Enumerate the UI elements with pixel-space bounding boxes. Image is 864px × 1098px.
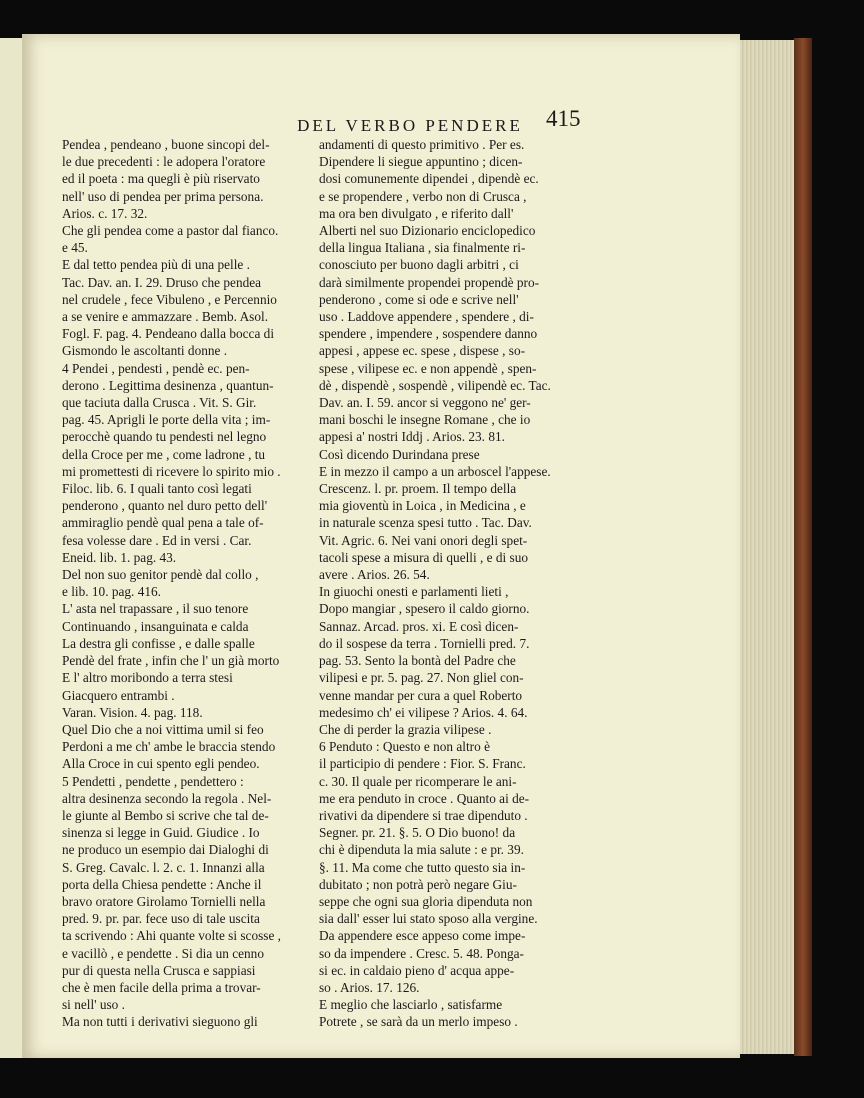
text-line: Gismondo le ascoltanti donne . — [62, 343, 228, 359]
text-line: Potrete , se sarà da un merlo impeso . — [319, 1014, 518, 1030]
text-line: a se venire e ammazzare . Bemb. Asol. — [62, 309, 269, 325]
left-page-edge — [0, 38, 24, 1058]
text-line: Giacquero entrambi . — [62, 687, 175, 703]
text-line: Fogl. F. pag. 4. Pendeano dalla bocca di — [62, 326, 275, 342]
text-line: E meglio che lasciarlo , satisfarme — [319, 997, 503, 1013]
text-line: sinenza si legge in Guid. Giudice . Io — [62, 825, 260, 841]
text-line: dè , dispendè , sospendè , vilipendè ec. Tac. — [319, 377, 551, 393]
text-line: in naturale scenza spesi tutto . Tac. Dav. — [319, 515, 532, 531]
text-line: Crescenz. l. pr. proem. Il tempo della — [319, 481, 517, 497]
text-line: Arios. c. 17. 32. — [62, 205, 148, 221]
text-line: mani boschi le insegne Romane , che io — [319, 412, 531, 428]
text-line: Alberti nel suo Dizionario enciclopedico — [319, 223, 536, 239]
text-line: Filoc. lib. 6. I quali tanto così legati — [62, 481, 252, 497]
text-line: so da impendere . Cresc. 5. 48. Ponga- — [319, 945, 524, 961]
text-line: c. 30. Il quale per ricomperare le ani- — [319, 773, 517, 789]
text-line: pred. 9. pr. par. fece uso di tale uscita — [62, 911, 260, 927]
text-line: porta della Chiesa pendette : Anche il — [62, 876, 262, 892]
text-line: andamenti di questo primitivo . Per es. — [319, 137, 525, 152]
text-line: ammiraglio pendè qual pena a tale of- — [62, 515, 264, 531]
text-line: pag. 53. Sento la bontà del Padre che — [319, 653, 516, 669]
text-line: ta scrivendo : Ahi quante volte si scosse , — [62, 928, 281, 944]
text-line: rivativi da dipendere si trae dipenduto . — [319, 807, 528, 823]
text-line: que taciuta dalla Crusca . Vit. S. Gir. — [62, 395, 257, 411]
text-line: nell' uso di pendea per prima persona. — [62, 188, 264, 204]
text-line: perocchè quando tu pendesti nel legno — [62, 429, 267, 445]
text-line: sia dall' esser lui stato sposo alla vergine. — [319, 911, 538, 927]
text-line: uso . Laddove appendere , spendere , di- — [319, 309, 534, 325]
text-line: della lingua Italiana , sia finalmente ri- — [319, 240, 526, 256]
text-line: conosciuto per buono dagli arbitri , ci — [319, 257, 519, 273]
text-line: Del non suo genitor pendè dal collo , — [62, 567, 259, 583]
text-line: Tac. Dav. an. I. 29. Druso che pendea — [62, 274, 262, 290]
page-edges — [740, 40, 794, 1054]
text-line: Segner. pr. 21. §. 5. O Dio buono! da — [319, 825, 516, 841]
text-line: Varan. Vision. 4. pag. 118. — [62, 704, 203, 720]
running-header: DEL VERBO PENDERE — [297, 116, 523, 135]
text-line: Dipendere li siegue appuntino ; dicen- — [319, 154, 523, 170]
text-line: e vacillò , e pendette . Si dia un cenno — [62, 945, 264, 961]
text-line: dosi comunemente dipendei , dipendè ec. — [319, 171, 539, 187]
text-line: tacoli spese a misura di quelli , e di suo — [319, 549, 529, 565]
text-line: e 45. — [62, 240, 88, 256]
text-line: Ma non tutti i derivativi sieguono gli — [62, 1014, 258, 1030]
text-line: Continuando , insanguinata e calda — [62, 618, 249, 634]
text-line: nel crudele , fece Vibuleno , e Percennio — [62, 291, 277, 307]
text-line: E l' altro moribondo a terra stesi — [62, 670, 233, 686]
text-line: appesi a' nostri Iddj . Arios. 23. 81. — [319, 429, 505, 445]
text-line: ne produco un esempio dai Dialoghi di — [62, 842, 269, 858]
text-line: Dopo mangiar , spesero il caldo giorno. — [319, 601, 530, 617]
text-line: altra desinenza secondo la regola . Nel- — [62, 790, 272, 806]
text-line: penderono , come si ode e scrive nell' — [319, 291, 519, 307]
text-line: seppe che ogni sua gloria dipenduta non — [319, 893, 533, 909]
text-line: si nell' uso . — [62, 997, 125, 1013]
text-line: derono . Legittima desinenza , quantun- — [62, 377, 274, 393]
right-text-column — [319, 136, 585, 1031]
text-line: do il sospese da terra . Tornielli pred. 7. — [319, 635, 530, 651]
text-line: La destra gli confisse , e dalle spalle — [62, 635, 255, 651]
text-line: Che gli pendea come a pastor dal fianco. — [62, 223, 279, 239]
book-cover — [794, 38, 812, 1056]
text-line: il participio di pendere : Fior. S. Franc. — [319, 756, 526, 772]
text-line: fesa volesse dare . Ed in versi . Car. — [62, 532, 252, 548]
text-line: mia gioventù in Loica , in Medicina , e — [319, 498, 526, 514]
text-line: Che di perder la grazia vilipese . — [319, 721, 492, 737]
text-line: Eneid. lib. 1. pag. 43. — [62, 549, 177, 565]
text-line: medesimo ch' ei vilipese ? Arios. 4. 64. — [319, 704, 528, 720]
page-sheet — [22, 34, 740, 1058]
text-line: che è men facile della prima a trovar- — [62, 979, 261, 995]
text-line: §. 11. Ma come che tutto questo sia in- — [319, 859, 526, 875]
text-line: Perdoni a me ch' ambe le braccia stendo — [62, 739, 276, 755]
text-line: 6 Penduto : Questo e non altro è — [319, 739, 490, 755]
book-page — [22, 34, 812, 1058]
text-line: appesi , appese ec. spese , dispese , so- — [319, 343, 526, 359]
left-text-column — [62, 136, 330, 1031]
text-line: penderono , quanto nel duro petto dell' — [62, 498, 268, 514]
text-line: le giunte al Bembo si scrive che tal de- — [62, 807, 269, 823]
text-line: vilipesi e pr. 5. pag. 27. Non gliel con- — [319, 670, 524, 686]
text-line: Quel Dio che a noi vittima umil si feo — [62, 721, 264, 737]
text-line: si ec. in caldaio pieno d' acqua appe- — [319, 962, 515, 978]
text-line: E in mezzo il campo a un arboscel l'appese. — [319, 463, 551, 479]
text-line: 4 Pendei , pendesti , pendè ec. pen- — [62, 360, 250, 376]
text-line: ma ora ben divulgato , e riferito dall' — [319, 205, 514, 221]
text-line: S. Greg. Cavalc. l. 2. c. 1. Innanzi alla — [62, 859, 265, 875]
text-line: E dal tetto pendea più di una pelle . — [62, 257, 250, 273]
text-line: Vit. Agric. 6. Nei vani onori degli spet- — [319, 532, 528, 548]
text-line: venne mandar per cura a quel Roberto — [319, 687, 523, 703]
page-number: 415 — [546, 106, 581, 131]
text-line: spendere , impendere , sospendere danno — [319, 326, 538, 342]
text-line: pur di questa nella Crusca e sappiasi — [62, 962, 256, 978]
text-line: della Croce per me , come ladrone , tu — [62, 446, 266, 462]
text-line: e se propendere , verbo non di Crusca , — [319, 188, 527, 204]
text-line: le due precedenti : le adopera l'oratore — [62, 154, 266, 170]
text-line: bravo oratore Girolamo Tornielli nella — [62, 893, 266, 909]
text-line: Da appendere esce appeso come impe- — [319, 928, 526, 944]
text-line: Sannaz. Arcad. pros. xi. E così dicen- — [319, 618, 519, 634]
text-line: Dav. an. I. 59. ancor si veggono ne' ger- — [319, 395, 531, 411]
text-line: Pendea , pendeano , buone sincopi del- — [62, 137, 270, 152]
text-line: Così dicendo Durindana prese — [319, 446, 480, 462]
text-line: spese , vilipese ec. e non appendè , spen- — [319, 360, 537, 376]
text-line: chi è dipenduta la mia salute : e pr. 39. — [319, 842, 524, 858]
text-line: Pendè del frate , infin che l' un già morto — [62, 653, 280, 669]
text-line: so . Arios. 17. 126. — [319, 979, 420, 995]
text-line: Alla Croce in cui spento egli pendeo. — [62, 756, 260, 772]
text-line: pag. 45. Aprigli le porte della vita ; im- — [62, 412, 271, 428]
text-line: ed il poeta : ma quegli è più riservato — [62, 171, 260, 187]
text-line: L' asta nel trapassare , il suo tenore — [62, 601, 249, 617]
text-line: In giuochi onesti e parlamenti lieti , — [319, 584, 509, 600]
text-line: avere . Arios. 26. 54. — [319, 567, 430, 583]
text-line: dubitato ; non potrà però negare Giu- — [319, 876, 517, 892]
text-line: e lib. 10. pag. 416. — [62, 584, 161, 600]
text-line: me era penduto in croce . Quanto ai de- — [319, 790, 530, 806]
text-line: mi promettesti di ricevere lo spirito mio . — [62, 463, 281, 479]
text-line: darà similmente propendei propendè pro- — [319, 274, 540, 290]
text-line: 5 Pendetti , pendette , pendettero : — [62, 773, 244, 789]
